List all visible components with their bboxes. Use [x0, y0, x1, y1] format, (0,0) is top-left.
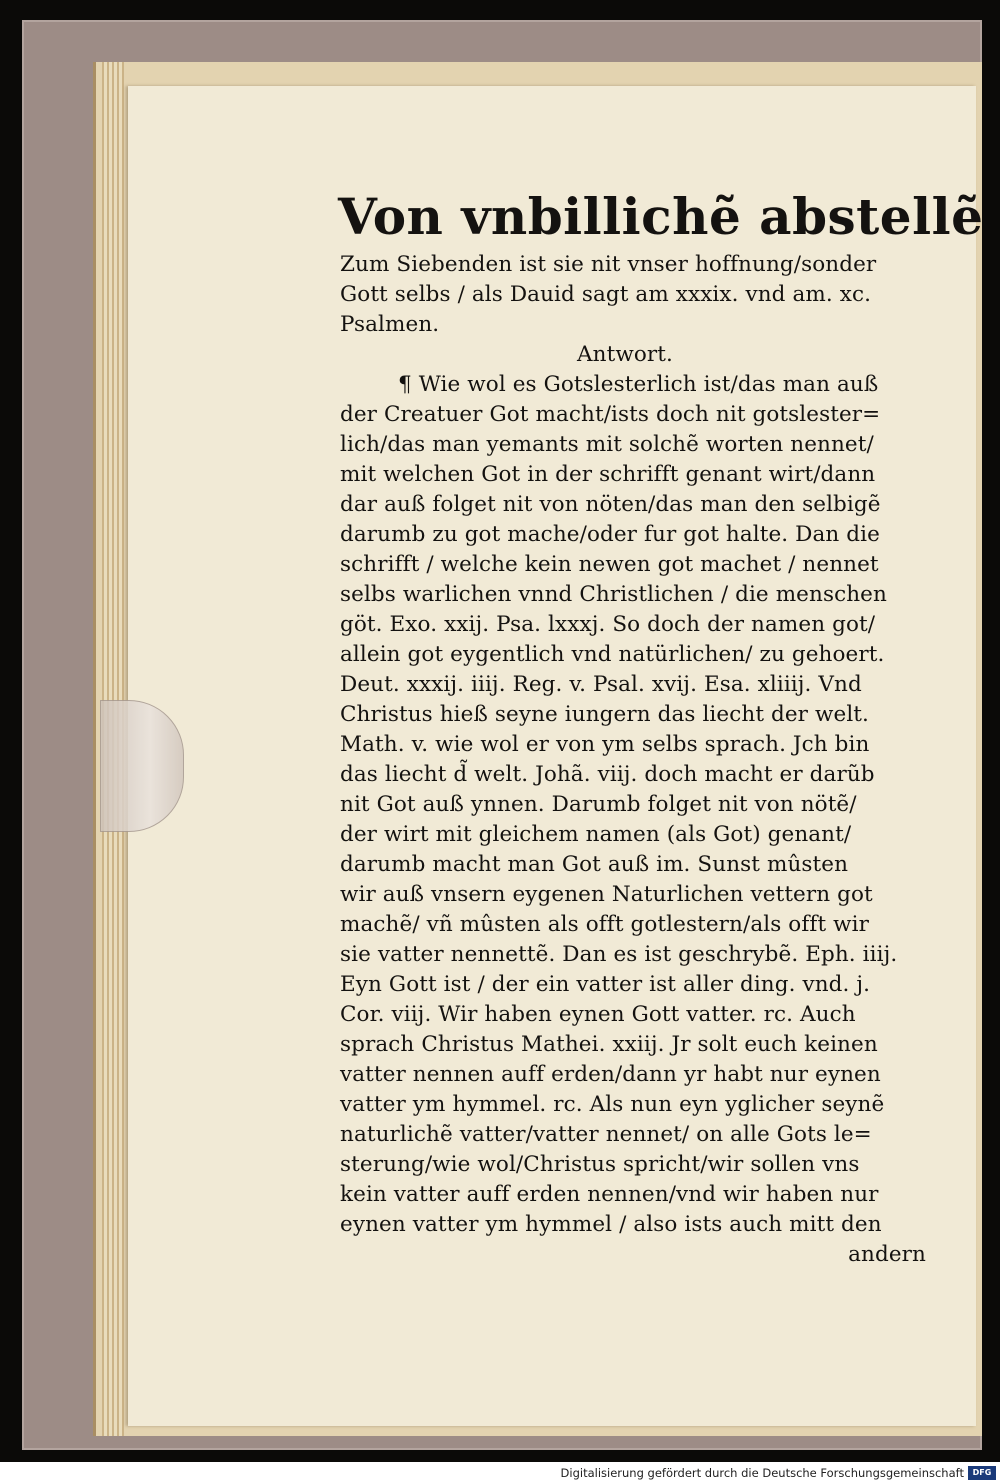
intro-line: Psalmen. [340, 312, 440, 337]
body-line: Cor. viij. Wir haben eynen Gott vatter. rc. Auch [340, 1002, 856, 1027]
dfg-logo: DFG [968, 1466, 996, 1480]
body-line: der Creatuer Got macht/ists doch nit gotslester= [340, 402, 881, 427]
page-heading: Von vnbillichẽ abstellẽ [338, 187, 984, 246]
body-line: das liecht d̃ welt. Johã. viij. doch macht er darũb [340, 762, 875, 787]
catchword: andern [848, 1242, 926, 1267]
intro-line: Gott selbs / als Dauid sagt am xxxix. vnd am. xc. [340, 282, 872, 307]
body-line: sterung/wie wol/Christus spricht/wir sollen vns [340, 1152, 860, 1177]
intro-block [340, 250, 940, 340]
body-text [340, 370, 940, 1240]
body-line: Christus hieß seyne iungern das liecht der welt. [340, 702, 869, 727]
body-line: der wirt mit gleichem namen (als Got) genant/ [340, 822, 852, 847]
body-line: eynen vatter ym hymmel / also ists auch mitt den [340, 1212, 882, 1237]
body-line: Deut. xxxij. iiij. Reg. v. Psal. xvij. Esa. xliiij. Vnd [340, 672, 862, 697]
body-line: sie vatter nennettẽ. Dan es ist geschrybẽ. Eph. iiij. [340, 942, 898, 967]
page-text [338, 186, 984, 1270]
footer-bar [0, 1462, 1000, 1484]
body-line: allein got eygentlich vnd natürlichen/ zu gehoert. [340, 642, 885, 667]
body-line: selbs warlichen vnnd Christlichen / die menschen [340, 582, 887, 607]
body-line: vatter nennen auff erden/dann yr habt nur eynen [340, 1062, 881, 1087]
section-label: Antwort. [577, 342, 673, 367]
body-line: vatter ym hymmel. rc. Als nun eyn yglicher seynẽ [340, 1092, 885, 1117]
body-line: ¶ Wie wol es Gotslesterlich ist/das man auß [398, 372, 879, 397]
body-line: kein vatter auff erden nennen/vnd wir haben nur [340, 1182, 879, 1207]
body-line: Eyn Gott ist / der ein vatter ist aller ding. vnd. j. [340, 972, 871, 997]
body-line: schrifft / welche kein newen got machet / nennet [340, 552, 879, 577]
body-line: mit welchen Got in der schrifft genant wirt/dann [340, 462, 876, 487]
body-line: dar auß folget nit von nöten/das man den selbigẽ [340, 492, 881, 517]
body-line: lich/das man yemants mit solchẽ worten nennet/ [340, 432, 874, 457]
body-line: sprach Christus Mathei. xxiij. Jr solt euch keinen [340, 1032, 878, 1057]
body-line: göt. Exo. xxij. Psa. lxxxj. So doch der namen got/ [340, 612, 876, 637]
body-line: wir auß vnsern eygenen Naturlichen vettern got [340, 882, 873, 907]
body-line: darumb macht man Got auß im. Sunst mûsten [340, 852, 849, 877]
footer-credit: Digitalisierung gefördert durch die Deutsche Forschungsgemeinschaft [560, 1466, 964, 1480]
body-line: nit Got auß ynnen. Darumb folget nit von nötẽ/ [340, 792, 857, 817]
intro-line: Zum Siebenden ist sie nit vnser hoffnung/sonder [340, 252, 877, 277]
body-line: darumb zu got mache/oder fur got halte. Dan die [340, 522, 880, 547]
body-line: naturlichẽ vatter/vatter nennet/ on alle Gots le= [340, 1122, 872, 1147]
body-line: machẽ/ vñ mûsten als offt gotlestern/als offt wir [340, 912, 869, 937]
body-line: Math. v. wie wol er von ym selbs sprach. Jch bin [340, 732, 870, 757]
